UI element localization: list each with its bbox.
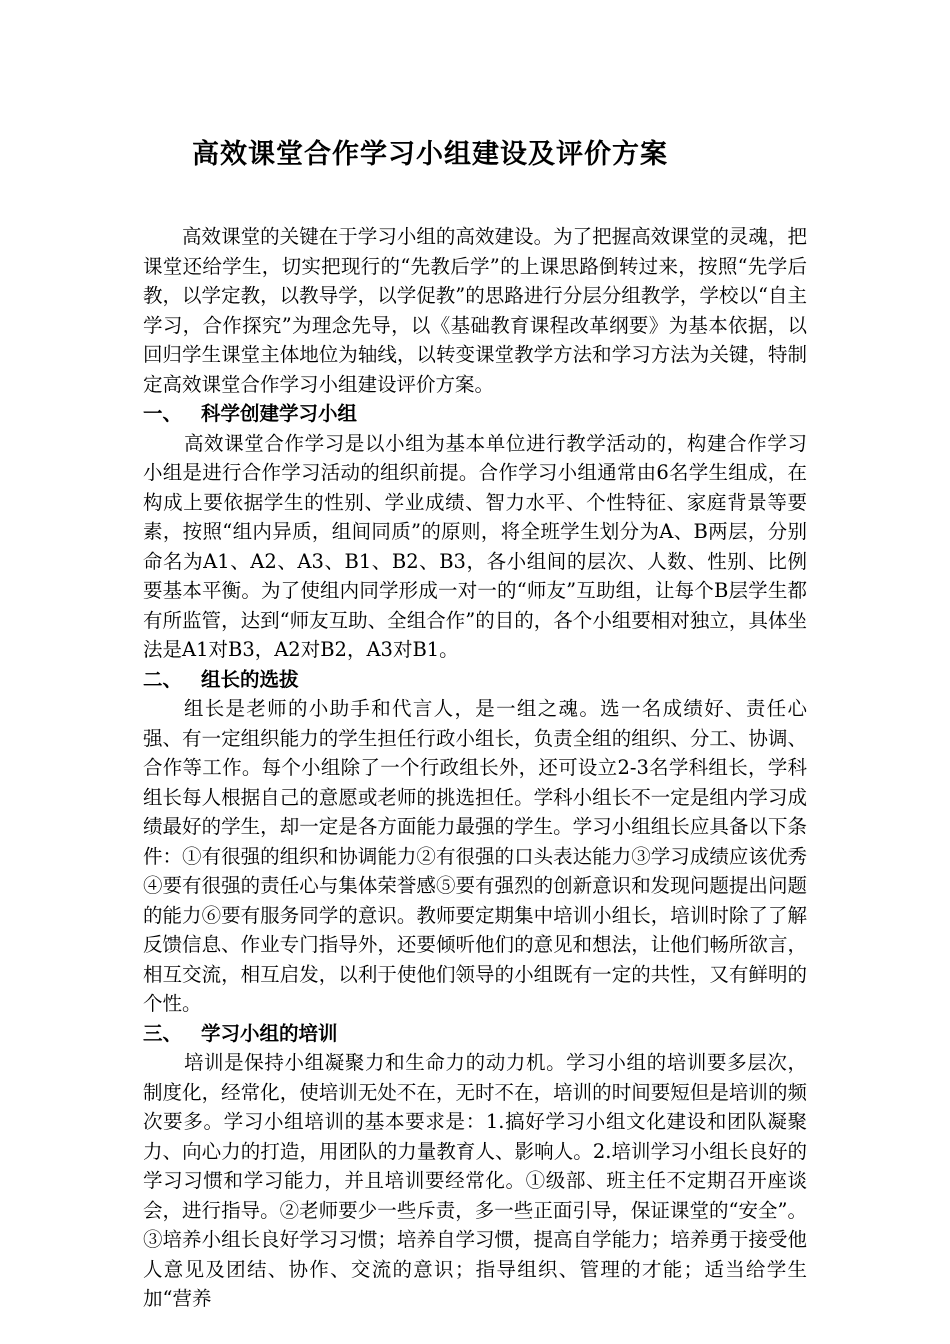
section-number-1: 一、 xyxy=(143,402,183,425)
section-heading-1 xyxy=(143,399,807,429)
section-title-3: 学习小组的培训 xyxy=(201,1021,338,1045)
section-paragraph-3: 培训是保持小组凝聚力和生命力的动力机。学习小组的培训要多层次，制度化，经常化，使培训无处不在，无时不在，培训的时间要短但是培训的频次要多。学习小组培训的基本要求是：1.搞好学习小组文化建设和团队凝聚力、向心力的打造，用团队的力量教育人、影响人。2.培训学习小组长良好的学习习惯和学习能力，并且培训要经常化。①级部、班主任不定期召开座谈会，进行指导。②老师要少一些斥责，多一些正面引导，保证课堂的“安全”。③培养小组长良好学习习惯；培养自学习惯，提高自学能力；培养勇于接受他人意见及团结、协作、交流的意识；指导组织、管理的才能；适当给学生加“营养 xyxy=(143,1051,807,1310)
section-title-1: 科学创建学习小组 xyxy=(201,402,358,425)
section-paragraph-2: 组长是老师的小助手和代言人，是一组之魂。选一名成绩好、责任心强、有一定组织能力的学生担任行政小组长，负责全组的组织、分工、协调、合作等工作。每个小组除了一个行政组长外，还可设立2-3名学科组长，学科组长每人根据自己的意愿或老师的挑选担任。学科小组长不一定是组内学习成绩最好的学生，却一定是各方面能力最强的学生。学习小组组长应具备以下条件：①有很强的组织和协调能力②有很强的口头表达能力③学习成绩应该优秀④要有很强的责任心与集体荣誉感⑤要有强烈的创新意识和发现问题提出问题的能力⑥要有服务同学的意识。教师要定期集中培训小组长，培训时除了了解反馈信息、作业专门指导外，还要倾听他们的意见和想法，让他们畅所欲言，相互交流，相互启发，以利于使他们领导的小组既有一定的共性，又有鲜明的个性。 xyxy=(143,697,807,1015)
section-number-2: 二、 xyxy=(143,667,183,691)
document-body xyxy=(143,222,807,1314)
section-title-2: 组长的选拔 xyxy=(201,667,299,691)
section-heading-2 xyxy=(143,665,807,695)
document-title: 高效课堂合作学习小组建设及评价方案 xyxy=(192,139,668,170)
section-number-3: 三、 xyxy=(143,1021,183,1045)
section-paragraph-1: 高效课堂合作学习是以小组为基本单位进行教学活动的，构建合作学习小组是进行合作学习活动的组织前提。合作学习小组通常由6名学生组成，在构成上要依据学生的性别、学业成绩、智力水平、个性特征、家庭背景等要素，按照“组内异质，组间同质”的原则，将全班学生划分为A、B两层，分别命名为A1、A2、A3、B1、B2、B3，各小组间的层次、人数、性别、比例要基本平衡。为了使组内同学形成一对一的“师友”互助组，让每个B层学生都有所监管，达到“师友互助、全组合作”的目的，各个小组要相对独立，具体坐法是A1对B3，A2对B2，A3对B1。 xyxy=(143,431,807,661)
section-heading-3 xyxy=(143,1019,807,1049)
intro-paragraph: 高效课堂的关键在于学习小组的高效建设。为了把握高效课堂的灵魂，把课堂还给学生，切实把现行的“先教后学”的上课思路倒转过来，按照“先学后教，以学定教，以教导学，以学促教”的思路进行分层分组教学，学校以“自主学习，合作探究”为理念先导，以《基础教育课程改革纲要》为基本依据，以回归学生课堂主体地位为轴线，以转变课堂教学方法和学习方法为关键，特制定高效课堂合作学习小组建设评价方案。 xyxy=(143,225,807,396)
